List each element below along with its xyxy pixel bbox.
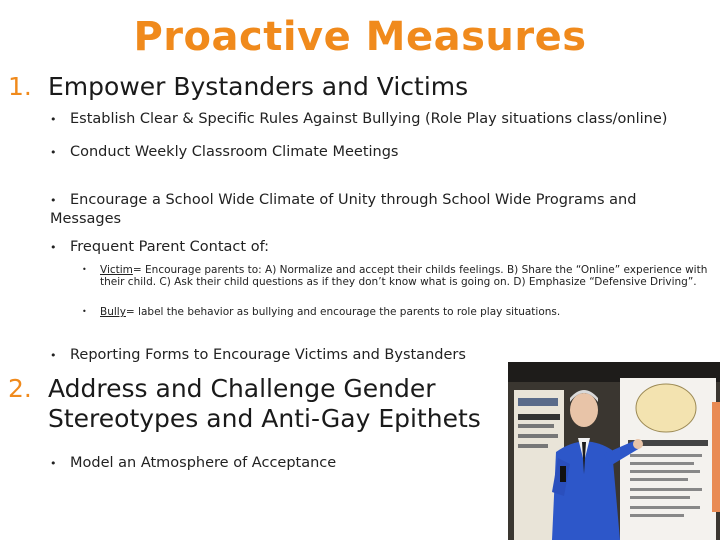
bullet-item bbox=[50, 238, 710, 257]
sub-bullet-bully bbox=[82, 306, 712, 318]
bullet-text: Conduct Weekly Classroom Climate Meetings bbox=[70, 144, 399, 160]
bullet-marker: • bbox=[82, 307, 87, 316]
sub-bullet-victim bbox=[82, 264, 712, 288]
section-2-title-line1: Address and Challenge Gender bbox=[48, 374, 436, 403]
bullet-marker: • bbox=[50, 349, 57, 362]
section-1-title: Empower Bystanders and Victims bbox=[48, 72, 469, 101]
sub-bullet-term: Victim bbox=[100, 264, 133, 276]
presenter-photo-illustration bbox=[508, 362, 720, 540]
presenter-photo bbox=[508, 362, 720, 540]
bullet-text: Establish Clear & Specific Rules Against Bullying (Role Play situations class/online) bbox=[70, 111, 668, 127]
bullet-item bbox=[50, 143, 710, 162]
slide-title: Proactive Measures bbox=[133, 14, 587, 60]
bullet-text: Encourage a School Wide Climate of Unity through School Wide Programs and Messages bbox=[50, 192, 637, 227]
bullet-marker: • bbox=[50, 457, 57, 470]
bullet-text: Reporting Forms to Encourage Victims and Bystanders bbox=[70, 347, 466, 363]
bullet-marker: • bbox=[82, 265, 87, 274]
sub-bullet-term: Bully bbox=[100, 306, 126, 318]
bullet-text: Frequent Parent Contact of: bbox=[70, 239, 270, 255]
section-2-title-line2: Stereotypes and Anti-Gay Epithets bbox=[48, 404, 481, 433]
bullet-marker: • bbox=[50, 194, 57, 207]
sub-bullet-text: = label the behavior as bullying and encourage the parents to role play situations. bbox=[125, 306, 561, 318]
section-2-number: 2. bbox=[8, 374, 32, 403]
section-2-heading bbox=[8, 374, 481, 434]
bullet-text: Model an Atmosphere of Acceptance bbox=[70, 455, 337, 471]
bullet-item bbox=[50, 110, 710, 129]
section-1-number: 1. bbox=[8, 72, 32, 101]
bullet-marker: • bbox=[50, 241, 57, 254]
bullet-marker: • bbox=[50, 113, 57, 126]
bullet-marker: • bbox=[50, 146, 57, 159]
section-2-title bbox=[48, 374, 481, 434]
section-1-heading bbox=[8, 72, 468, 102]
sub-bullet-text: = Encourage parents to: A) Normalize and accept their childs feelings. B) Share the “Online” experience with their child. C) Ask their child questions as if they don’t know what is going on. D) Emphasize “Defensive Driving”. bbox=[100, 264, 708, 288]
bullet-item bbox=[50, 191, 710, 228]
